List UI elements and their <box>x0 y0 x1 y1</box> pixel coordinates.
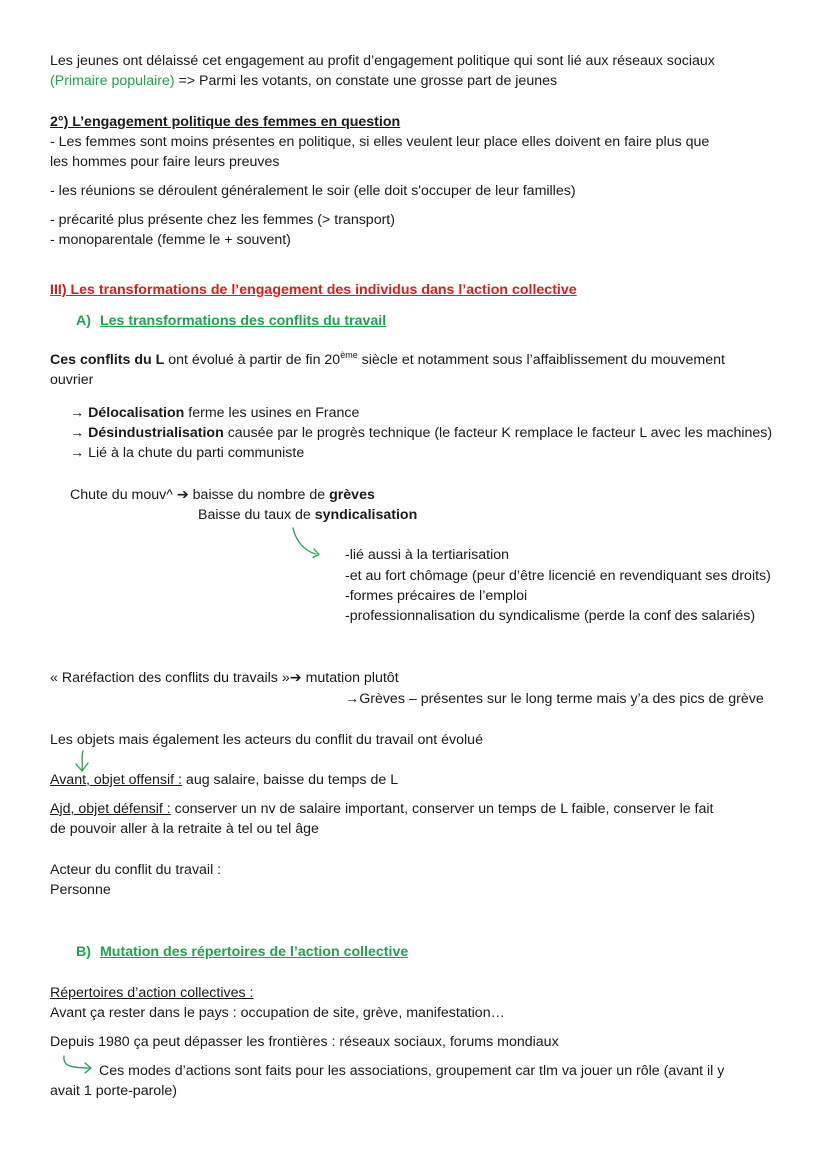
intro-line-1: Les jeunes ont délaissé cet engagement au profit d’engagement politique qui sont lié aux réseaux sociaux <box>50 53 715 69</box>
section2-p1-line1: - Les femmes sont moins présentes en politique, si elles veulent leur place elles doivent en faire plus que <box>50 134 710 150</box>
section3-heading: III) Les transformations de l’engagement des individus dans l’action collective <box>50 282 577 298</box>
curved-arrow-icon <box>288 525 328 565</box>
conflits-line-2: ouvrier <box>50 372 94 388</box>
subsection-a-title: Les transformations des conflits du travail <box>99 313 387 329</box>
cause-item: -lié aussi à la tertiarisation <box>345 547 510 563</box>
arrow-right-icon: → <box>70 425 89 441</box>
objets-line: Les objets mais également les acteurs du conflit du travail ont évolué <box>50 732 483 748</box>
subsection-b-title: Mutation des répertoires de l’action collective <box>99 944 409 960</box>
cause-item: -professionnalisation du syndicalisme (perde la conf des salariés) <box>345 608 756 624</box>
section2-p1-line2: les hommes pour faire leurs preuves <box>50 154 280 170</box>
rarefaction-line: « Raréfaction des conflits du travails »➔ mutation plutôt <box>50 670 399 686</box>
section2-heading: 2°) L’engagement politique des femmes en question <box>50 114 401 130</box>
curved-arrow-icon <box>60 1053 98 1079</box>
repertoires-heading: Répertoires d’action collectives : <box>50 985 254 1001</box>
subsection-a-heading: A) Les transformations des conflits du travail <box>76 313 387 329</box>
personne-line: Personne <box>50 882 111 898</box>
arrow-item: → Désindustrialisation causée par le progrès technique (le facteur K remplace le facteur L avec les machines) <box>70 425 773 441</box>
depuis-line: Depuis 1980 ça peut dépasser les frontières : réseaux sociaux, forums mondiaux <box>50 1034 559 1050</box>
cause-item: -et au fort chômage (peur d’être licencié en revendiquant ses droits) <box>345 568 771 584</box>
chute-line: Chute du mouv^ ➔ baisse du nombre de grèves <box>70 487 375 503</box>
greves-line: →Grèves – présentes sur le long terme mais y’a des pics de grève <box>345 691 764 707</box>
section2-p4: - monoparentale (femme le + souvent) <box>50 232 291 248</box>
arrow-right-icon: → <box>70 405 89 421</box>
avant-pays-line: Avant ça rester dans le pays : occupation de site, grève, manifestation… <box>50 1005 505 1021</box>
arrow-right-icon: → <box>70 445 89 461</box>
intro-line-2: (Primaire populaire) => Parmi les votants, on constate une grosse part de jeunes <box>50 73 558 89</box>
subsection-b-heading: B) Mutation des répertoires de l’action collective <box>76 944 409 960</box>
cause-item: -formes précaires de l’emploi <box>345 588 528 604</box>
primaire-populaire-label: (Primaire populaire) <box>50 73 175 89</box>
ajd-line-1: Ajd, objet défensif : conserver un nv de salaire important, conserver un temps de L faible, conserver le fait <box>50 801 714 817</box>
section2-p2: - les réunions se déroulent généralement le soir (elle doit s'occuper de leur familles) <box>50 183 576 199</box>
arrow-right-icon: ➔ <box>176 487 189 503</box>
modes-line-1: Ces modes d’actions sont faits pour les associations, groupement car tlm va jouer un rôle (avant il y <box>99 1063 725 1079</box>
avant-line: Avant, objet offensif : aug salaire, baisse du temps de L <box>50 772 399 788</box>
conflits-line-1: Ces conflits du L ont évolué à partir de fin 20ème siècle et notamment sous l’affaiblissement du mouvement <box>50 350 725 368</box>
modes-line-2: avait 1 porte-parole) <box>50 1083 177 1099</box>
baisse-line: Baisse du taux de syndicalisation <box>198 507 418 523</box>
arrow-item: → Lié à la chute du parti communiste <box>70 445 305 461</box>
acteur-line: Acteur du conflit du travail : <box>50 862 222 878</box>
ajd-line-2: de pouvoir aller à la retraite à tel ou tel âge <box>50 821 319 837</box>
arrow-item: → Délocalisation ferme les usines en France <box>70 405 360 421</box>
arrow-right-icon: ➔ <box>289 670 302 686</box>
section2-p3: - précarité plus présente chez les femmes (> transport) <box>50 212 395 228</box>
